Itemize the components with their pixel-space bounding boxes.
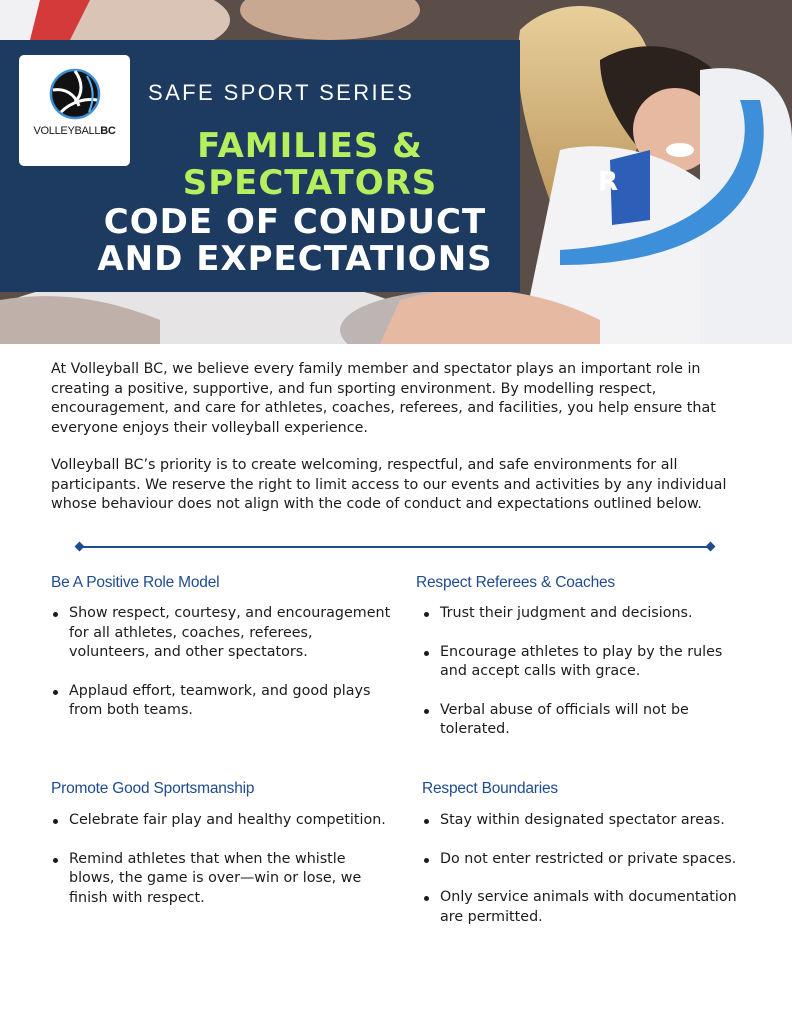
list-item: Celebrate fair play and healthy competition.: [51, 811, 391, 831]
list-boundaries: [422, 811, 752, 946]
list-item: Encourage athletes to play by the rules and accept calls with grace.: [422, 643, 752, 682]
list-role-model: [51, 604, 391, 740]
title-audience: [130, 128, 490, 202]
title-line-2: SPECTATORS: [182, 163, 438, 203]
divider-diamond-right: [706, 542, 716, 552]
list-item: Do not enter restricted or private spaces.: [422, 850, 752, 870]
list-item: Stay within designated spectator areas.: [422, 811, 752, 831]
list-item: Applaud effort, teamwork, and good plays from both teams.: [51, 682, 391, 721]
hero-photo: [0, 0, 792, 344]
intro-paragraph-2: Volleyball BC’s priority is to create welcoming, respectful, and safe environments for all participants. We reserve the right to limit access to our events and activities by any individual whose behaviour does not align with the code of conduct and expectations outlined below.: [51, 457, 727, 512]
list-item: Show respect, courtesy, and encouragement for all athletes, coaches, referees, volunteers, and other spectators.: [51, 604, 391, 663]
divider-diamond-left: [75, 542, 85, 552]
title-main: [60, 204, 530, 278]
jersey-letter: R: [598, 167, 619, 197]
section-heading-referees-coaches: Respect Referees & Coaches: [416, 574, 615, 591]
section-divider: [80, 546, 712, 548]
list-item: Verbal abuse of officials will not be tolerated.: [422, 701, 752, 740]
list-item: Remind athletes that when the whistle blows, the game is over—win or lose, we finish with respect.: [51, 850, 391, 909]
list-referees-coaches: [422, 604, 752, 759]
section-heading-sportsmanship: Promote Good Sportsmanship: [51, 780, 255, 797]
logo-brand-suffix: BC: [100, 125, 116, 137]
title-line-4: AND EXPECTATIONS: [97, 239, 493, 279]
intro-paragraph-1: At Volleyball BC, we believe every family member and spectator plays an important role in creating a positive, supportive, and fun sporting environment. By modelling respect, encouragement, and care for athletes, coaches, referees, and facilities, you help ensure that everyone enjoys their volleyball experience.: [51, 361, 716, 436]
volleyball-bc-logo: [19, 55, 130, 166]
list-item: Only service animals with documentation are permitted.: [422, 888, 752, 927]
section-heading-boundaries: Respect Boundaries: [422, 780, 558, 797]
title-line-1: FAMILIES &: [197, 126, 423, 166]
section-heading-role-model: Be A Positive Role Model: [51, 574, 220, 591]
logo-wordmark: [19, 125, 130, 137]
title-line-3: CODE OF CONDUCT: [103, 202, 487, 242]
list-item: Trust their judgment and decisions.: [422, 604, 752, 624]
list-sportsmanship: [51, 811, 391, 927]
series-label: SAFE SPORT SERIES: [148, 80, 415, 105]
volleyball-icon: [49, 68, 101, 120]
logo-brand: VOLLEYBALL: [33, 125, 101, 137]
